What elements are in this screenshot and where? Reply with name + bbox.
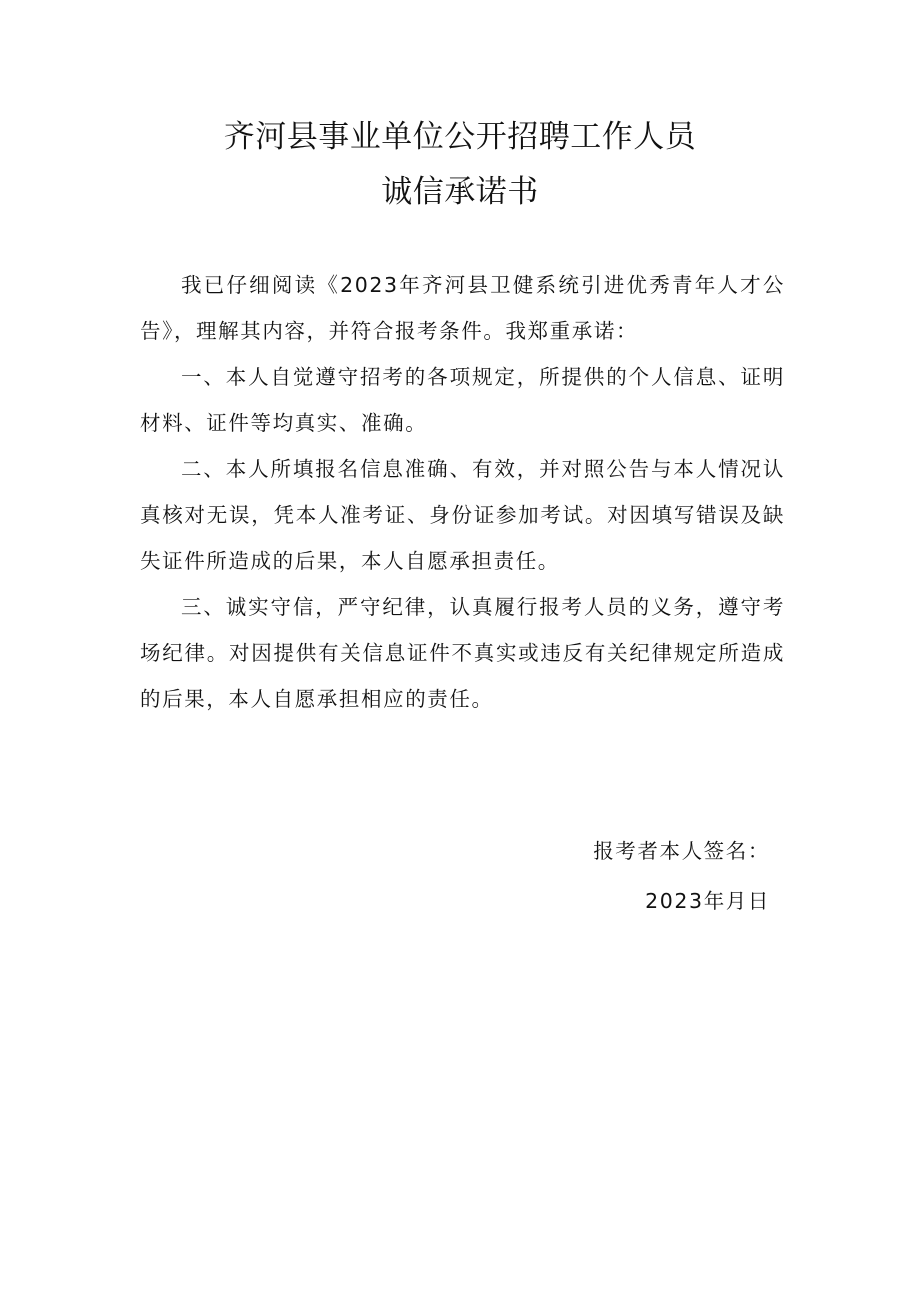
signature-block xyxy=(593,826,770,926)
intro-paragraph: 我已仔细阅读《2023年齐河县卫健系统引进优秀青年人才公告》，理解其内容，并符合报考条件。我郑重承诺： xyxy=(140,273,785,343)
date-label: 2023年月日 xyxy=(645,889,770,913)
title-line-2: 诚信承诺书 xyxy=(381,174,539,210)
document-body xyxy=(140,262,785,722)
pledge-item-3: 三、诚实守信，严守纪律，认真履行报考人员的义务，遵守考场纪律。对因提供有关信息证件不真实或违反有关纪律规定所造成的后果，本人自愿承担相应的责任。 xyxy=(140,595,785,711)
signature-label: 报考者本人签名： xyxy=(593,839,770,863)
pledge-item-2: 二、本人所填报名信息准确、有效，并对照公告与本人情况认真核对无误，凭本人准考证、身份证参加考试。对因填写错误及缺失证件所造成的后果，本人自愿承担责任。 xyxy=(140,457,785,573)
title-line-1: 齐河县事业单位公开招聘工作人员 xyxy=(223,119,697,155)
pledge-item-1: 一、本人自觉遵守招考的各项规定，所提供的个人信息、证明材料、证件等均真实、准确。 xyxy=(140,365,785,435)
document-title xyxy=(0,110,920,220)
